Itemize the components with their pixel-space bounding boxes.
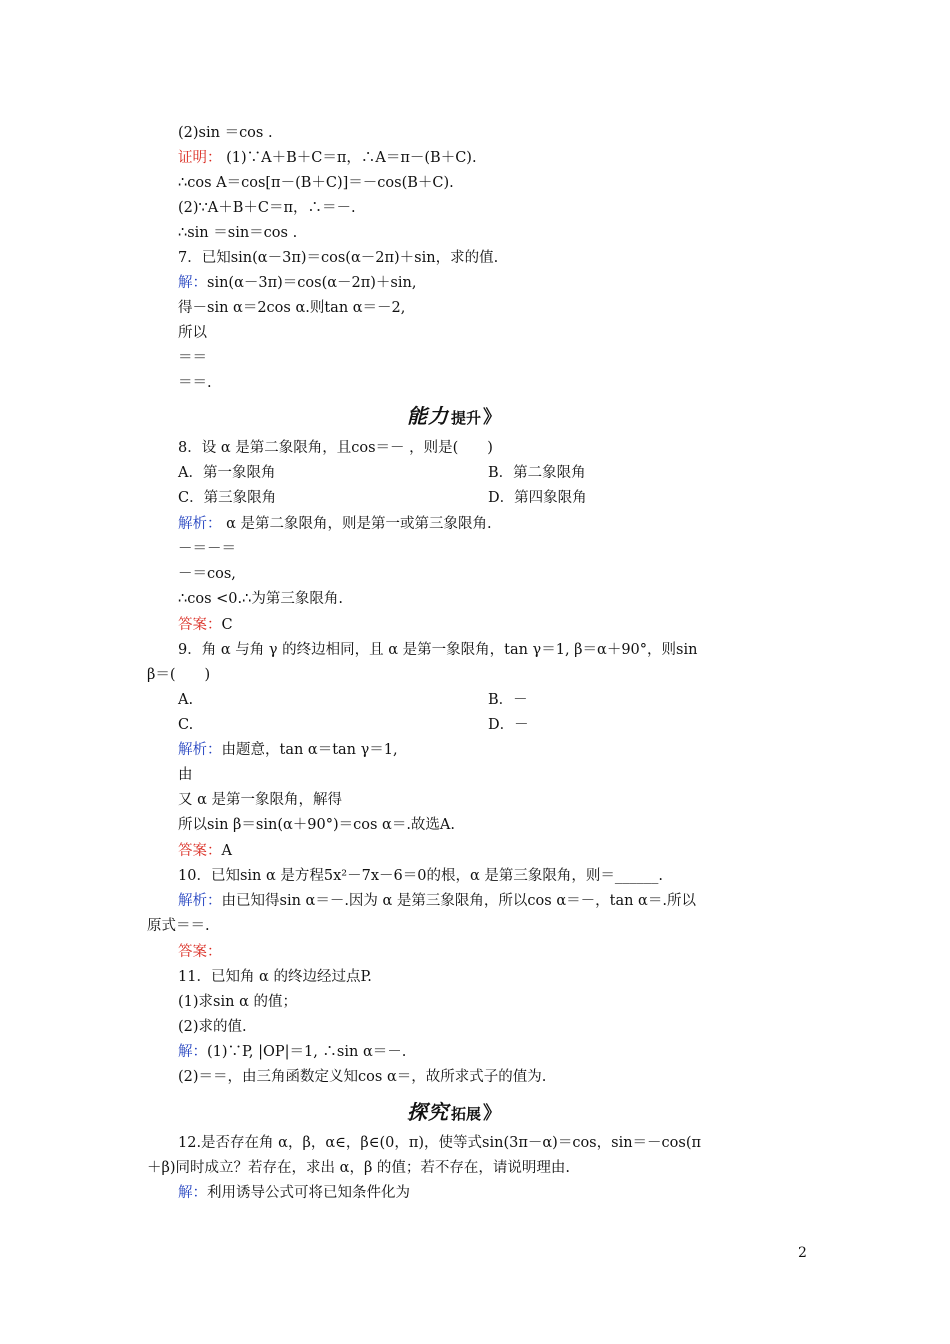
q8-option-b: B．第二象限角 [488, 465, 586, 481]
q9-analysis-line-2: 由 [178, 767, 193, 783]
q8-option-c: C．第三象限角 [178, 490, 277, 506]
q10-analysis-line-1: 解析：由已知得sin α＝－.因为 α 是第三象限角，所以cos α＝－，tan α＝.所以 [178, 893, 696, 909]
question-7: 7．已知sin(α－3π)＝cos(α－2π)＋sin，求的值. [178, 250, 499, 266]
page-number: 2 [798, 1245, 807, 1261]
q9-option-c: C. [178, 717, 194, 733]
proof-label: 证明： [178, 150, 222, 166]
double-chevron-icon: 》 [483, 1103, 502, 1124]
question-8: 8．设 α 是第二象限角，且cos＝－ ，则是( ) [178, 440, 493, 456]
q8-analysis-line-4: ∴cos <0.∴为第三象限角. [178, 591, 343, 607]
solution-label: 解： [178, 1185, 207, 1201]
q8-analysis-line-2: －＝－＝ [178, 541, 236, 557]
q7-solution-line-2: 得－sin α＝2cos α.则tan α＝－2, [178, 300, 406, 316]
q9-analysis-line-3: 又 α 是第一象限角，解得 [178, 792, 343, 808]
question-12: 12.是否存在角 α，β，α∈，β∈(0，π)，使等式sin(3π－α)＝cos，sin＝－cos(π [178, 1135, 702, 1151]
q7-solution-line-1: 解：sin(α－3π)＝cos(α－2π)＋sin, [178, 275, 417, 291]
q10-answer [178, 942, 222, 962]
q9-analysis-line-4: 所以sin β＝sin(α＋90°)＝cos α＝.故选A. [178, 817, 456, 833]
q11-solution-line-1: 解：(1)∵P, |OP|＝1, ∴sin α＝－. [178, 1044, 407, 1060]
q12-solution-line-1: 解：利用诱导公式可将已知条件化为 [178, 1185, 410, 1201]
q9-answer: 答案：A [178, 843, 232, 859]
proof-line-3: (2)∵A＋B＋C＝π，∴＝－. [178, 200, 356, 216]
q10-analysis-line-2: 原式＝＝. [147, 918, 210, 934]
question-10: 10．已知sin α 是方程5x²－7x－6＝0的根，α 是第三象限角，则＝______. [178, 868, 663, 884]
question-9: 9．角 α 与角 γ 的终边相同，且 α 是第一象限角，tan γ＝1, β＝α＋90°，则sin [178, 642, 698, 658]
q7-solution-line-4: ＝＝ [178, 350, 207, 366]
q9-option-a: A. [178, 692, 194, 708]
answer-label: 答案： [178, 843, 222, 859]
question-9-cont: β＝( ) [147, 667, 211, 683]
q11-part-2: (2)求的值. [178, 1019, 247, 1035]
q11-solution-line-2: (2)＝＝，由三角函数定义知cos α＝，故所求式子的值为. [178, 1069, 547, 1085]
q8-option-d: D．第四象限角 [488, 490, 587, 506]
q9-option-b: B．－ [488, 692, 528, 708]
proof-line-1: 证明： (1)∵A＋B＋C＝π，∴A＝π－(B＋C). [178, 150, 477, 166]
section-heading-explore: 探究 拓展 》 [407, 1100, 502, 1124]
double-chevron-icon: 》 [483, 407, 502, 428]
question-11: 11．已知角 α 的终边经过点P. [178, 969, 372, 985]
q11-part-1: (1)求sin α 的值； [178, 994, 297, 1010]
analysis-label: 解析： [178, 516, 222, 532]
answer-label: 答案： [178, 617, 222, 633]
q9-option-d: D．－ [488, 717, 529, 733]
q8-option-a: A．第一象限角 [178, 465, 276, 481]
q8-answer: 答案：C [178, 617, 233, 633]
q7-solution-line-3: 所以 [178, 325, 207, 341]
answer-label: 答案： [178, 944, 222, 960]
section-heading-ability: 能力 提升 》 [407, 404, 502, 428]
q8-analysis-line-1: 解析： α 是第二象限角，则是第一或第三象限角. [178, 516, 492, 532]
question-12-cont: ＋β)同时成立？若存在，求出 α，β 的值；若不存在，请说明理由. [147, 1160, 571, 1176]
q8-analysis-line-3: －＝cos, [178, 566, 236, 582]
proof-line-4: ∴sin ＝sin＝cos . [178, 225, 298, 241]
solution-label: 解： [178, 1044, 207, 1060]
q7-solution-line-5: ＝＝. [178, 375, 212, 391]
proof-part2-statement: (2)sin ＝cos . [178, 125, 273, 141]
analysis-label: 解析： [178, 893, 222, 909]
solution-label: 解： [178, 275, 207, 291]
q9-analysis-line-1: 解析：由题意，tan α＝tan γ＝1, [178, 742, 398, 758]
proof-line-2: ∴cos A＝cos[π－(B＋C)]＝－cos(B＋C). [178, 175, 454, 191]
analysis-label: 解析： [178, 742, 222, 758]
